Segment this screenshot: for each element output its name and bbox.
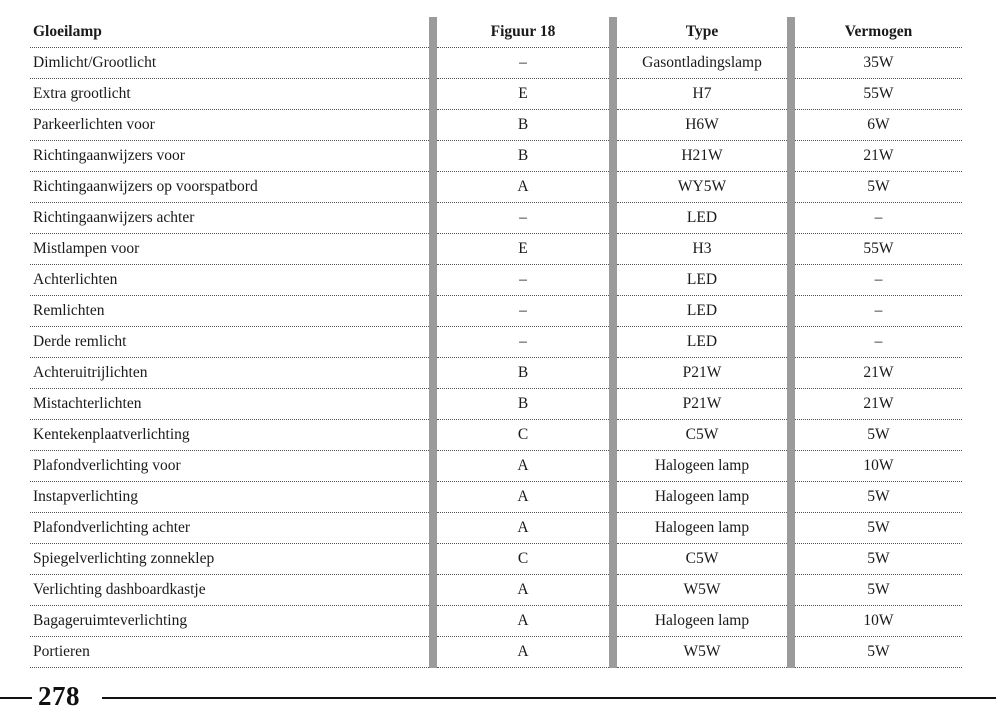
cell-power: –	[795, 327, 962, 358]
column-divider	[787, 48, 795, 79]
cell-bulb: Extra grootlicht	[30, 79, 429, 110]
column-divider	[609, 265, 617, 296]
column-divider	[609, 48, 617, 79]
column-divider	[429, 482, 437, 513]
cell-power: –	[795, 296, 962, 327]
cell-bulb: Richtingaanwijzers op voorspatbord	[30, 172, 429, 203]
cell-type: P21W	[617, 389, 787, 420]
column-divider	[429, 420, 437, 451]
column-divider	[609, 203, 617, 234]
column-divider	[787, 606, 795, 637]
column-divider	[609, 544, 617, 575]
column-divider	[609, 358, 617, 389]
table-row	[30, 327, 962, 358]
cell-power: 10W	[795, 606, 962, 637]
table-row	[30, 544, 962, 575]
cell-type: C5W	[617, 544, 787, 575]
column-divider	[609, 234, 617, 265]
column-divider	[787, 451, 795, 482]
column-divider	[429, 48, 437, 79]
column-divider	[787, 637, 795, 668]
cell-bulb: Achterlichten	[30, 265, 429, 296]
footer-rule-left	[0, 697, 32, 699]
cell-figure: E	[437, 234, 609, 265]
cell-figure: B	[437, 358, 609, 389]
header-power: Vermogen	[795, 17, 962, 48]
cell-power: 21W	[795, 141, 962, 172]
column-divider	[429, 172, 437, 203]
header-type: Type	[617, 17, 787, 48]
column-divider	[609, 575, 617, 606]
table-row	[30, 265, 962, 296]
cell-figure: –	[437, 296, 609, 327]
cell-type: H7	[617, 79, 787, 110]
cell-figure: B	[437, 389, 609, 420]
cell-figure: C	[437, 544, 609, 575]
cell-figure: C	[437, 420, 609, 451]
column-divider	[429, 358, 437, 389]
table-row	[30, 172, 962, 203]
cell-figure: A	[437, 637, 609, 668]
column-divider	[429, 513, 437, 544]
column-divider	[787, 141, 795, 172]
cell-power: 10W	[795, 451, 962, 482]
cell-figure: A	[437, 606, 609, 637]
column-divider	[787, 79, 795, 110]
column-divider	[429, 637, 437, 668]
column-divider	[429, 606, 437, 637]
table-row	[30, 48, 962, 79]
table-row	[30, 358, 962, 389]
column-divider	[429, 296, 437, 327]
cell-bulb: Mistachterlichten	[30, 389, 429, 420]
cell-figure: B	[437, 141, 609, 172]
cell-bulb: Mistlampen voor	[30, 234, 429, 265]
cell-bulb: Plafondverlichting achter	[30, 513, 429, 544]
column-divider	[787, 265, 795, 296]
column-divider	[609, 606, 617, 637]
column-divider	[429, 265, 437, 296]
cell-figure: B	[437, 110, 609, 141]
header-bulb: Gloeilamp	[30, 17, 429, 48]
table-row	[30, 482, 962, 513]
cell-bulb: Kentekenplaatverlichting	[30, 420, 429, 451]
column-divider	[787, 17, 795, 48]
cell-figure: A	[437, 482, 609, 513]
cell-figure: A	[437, 451, 609, 482]
cell-power: 55W	[795, 79, 962, 110]
cell-type: LED	[617, 296, 787, 327]
cell-type: Halogeen lamp	[617, 606, 787, 637]
cell-type: LED	[617, 327, 787, 358]
cell-type: P21W	[617, 358, 787, 389]
cell-power: 6W	[795, 110, 962, 141]
column-divider	[787, 110, 795, 141]
cell-power: 5W	[795, 513, 962, 544]
column-divider	[609, 79, 617, 110]
cell-figure: –	[437, 203, 609, 234]
column-divider	[787, 203, 795, 234]
cell-bulb: Verlichting dashboardkastje	[30, 575, 429, 606]
cell-figure: –	[437, 265, 609, 296]
cell-figure: –	[437, 327, 609, 358]
table-row	[30, 296, 962, 327]
table-row	[30, 513, 962, 544]
column-divider	[429, 575, 437, 606]
column-divider	[787, 327, 795, 358]
column-divider	[609, 141, 617, 172]
cell-bulb: Derde remlicht	[30, 327, 429, 358]
footer-rule-right	[102, 697, 996, 699]
table-row	[30, 203, 962, 234]
cell-bulb: Portieren	[30, 637, 429, 668]
column-divider	[429, 544, 437, 575]
cell-power: 5W	[795, 420, 962, 451]
column-divider	[429, 110, 437, 141]
cell-type: LED	[617, 265, 787, 296]
column-divider	[429, 203, 437, 234]
cell-type: C5W	[617, 420, 787, 451]
cell-type: H21W	[617, 141, 787, 172]
cell-type: H6W	[617, 110, 787, 141]
cell-type: Gasontladingslamp	[617, 48, 787, 79]
cell-bulb: Achteruitrijlichten	[30, 358, 429, 389]
column-divider	[787, 544, 795, 575]
column-divider	[609, 637, 617, 668]
cell-type: W5W	[617, 575, 787, 606]
column-divider	[429, 451, 437, 482]
column-divider	[609, 513, 617, 544]
table-row	[30, 606, 962, 637]
cell-power: 5W	[795, 172, 962, 203]
cell-bulb: Parkeerlichten voor	[30, 110, 429, 141]
column-divider	[609, 327, 617, 358]
cell-power: 5W	[795, 482, 962, 513]
column-divider	[609, 482, 617, 513]
column-divider	[429, 389, 437, 420]
cell-type: LED	[617, 203, 787, 234]
cell-bulb: Remlichten	[30, 296, 429, 327]
column-divider	[787, 234, 795, 265]
table-row	[30, 79, 962, 110]
column-divider	[787, 482, 795, 513]
cell-bulb: Instapverlichting	[30, 482, 429, 513]
column-divider	[787, 389, 795, 420]
cell-power: –	[795, 203, 962, 234]
cell-power: 5W	[795, 575, 962, 606]
cell-bulb: Plafondverlichting voor	[30, 451, 429, 482]
column-divider	[787, 420, 795, 451]
table-header-row	[30, 17, 962, 48]
cell-type: W5W	[617, 637, 787, 668]
bulb-table	[30, 17, 962, 668]
table-row	[30, 389, 962, 420]
table-row	[30, 420, 962, 451]
column-divider	[609, 296, 617, 327]
column-divider	[787, 358, 795, 389]
column-divider	[787, 513, 795, 544]
cell-figure: –	[437, 48, 609, 79]
column-divider	[609, 389, 617, 420]
column-divider	[429, 79, 437, 110]
cell-bulb: Dimlicht/Grootlicht	[30, 48, 429, 79]
cell-power: –	[795, 265, 962, 296]
column-divider	[429, 141, 437, 172]
cell-figure: A	[437, 513, 609, 544]
cell-figure: E	[437, 79, 609, 110]
column-divider	[609, 172, 617, 203]
column-divider	[787, 296, 795, 327]
column-divider	[609, 110, 617, 141]
cell-type: WY5W	[617, 172, 787, 203]
column-divider	[429, 17, 437, 48]
table-body	[30, 48, 962, 668]
column-divider	[429, 234, 437, 265]
column-divider	[609, 420, 617, 451]
cell-power: 55W	[795, 234, 962, 265]
cell-bulb: Richtingaanwijzers voor	[30, 141, 429, 172]
table-row	[30, 234, 962, 265]
cell-type: Halogeen lamp	[617, 513, 787, 544]
cell-bulb: Bagageruimteverlichting	[30, 606, 429, 637]
table-row	[30, 575, 962, 606]
table-row	[30, 110, 962, 141]
page-number: 278	[38, 681, 80, 711]
column-divider	[787, 172, 795, 203]
cell-figure: A	[437, 172, 609, 203]
cell-bulb: Spiegelverlichting zonneklep	[30, 544, 429, 575]
table-row	[30, 141, 962, 172]
cell-type: H3	[617, 234, 787, 265]
cell-bulb: Richtingaanwijzers achter	[30, 203, 429, 234]
column-divider	[609, 17, 617, 48]
table-row	[30, 451, 962, 482]
cell-power: 35W	[795, 48, 962, 79]
cell-power: 21W	[795, 358, 962, 389]
column-divider	[609, 451, 617, 482]
header-figure: Figuur 18	[437, 17, 609, 48]
cell-power: 5W	[795, 544, 962, 575]
cell-type: Halogeen lamp	[617, 451, 787, 482]
cell-figure: A	[437, 575, 609, 606]
column-divider	[787, 575, 795, 606]
cell-power: 21W	[795, 389, 962, 420]
column-divider	[429, 327, 437, 358]
table-row	[30, 637, 962, 668]
cell-type: Halogeen lamp	[617, 482, 787, 513]
cell-power: 5W	[795, 637, 962, 668]
